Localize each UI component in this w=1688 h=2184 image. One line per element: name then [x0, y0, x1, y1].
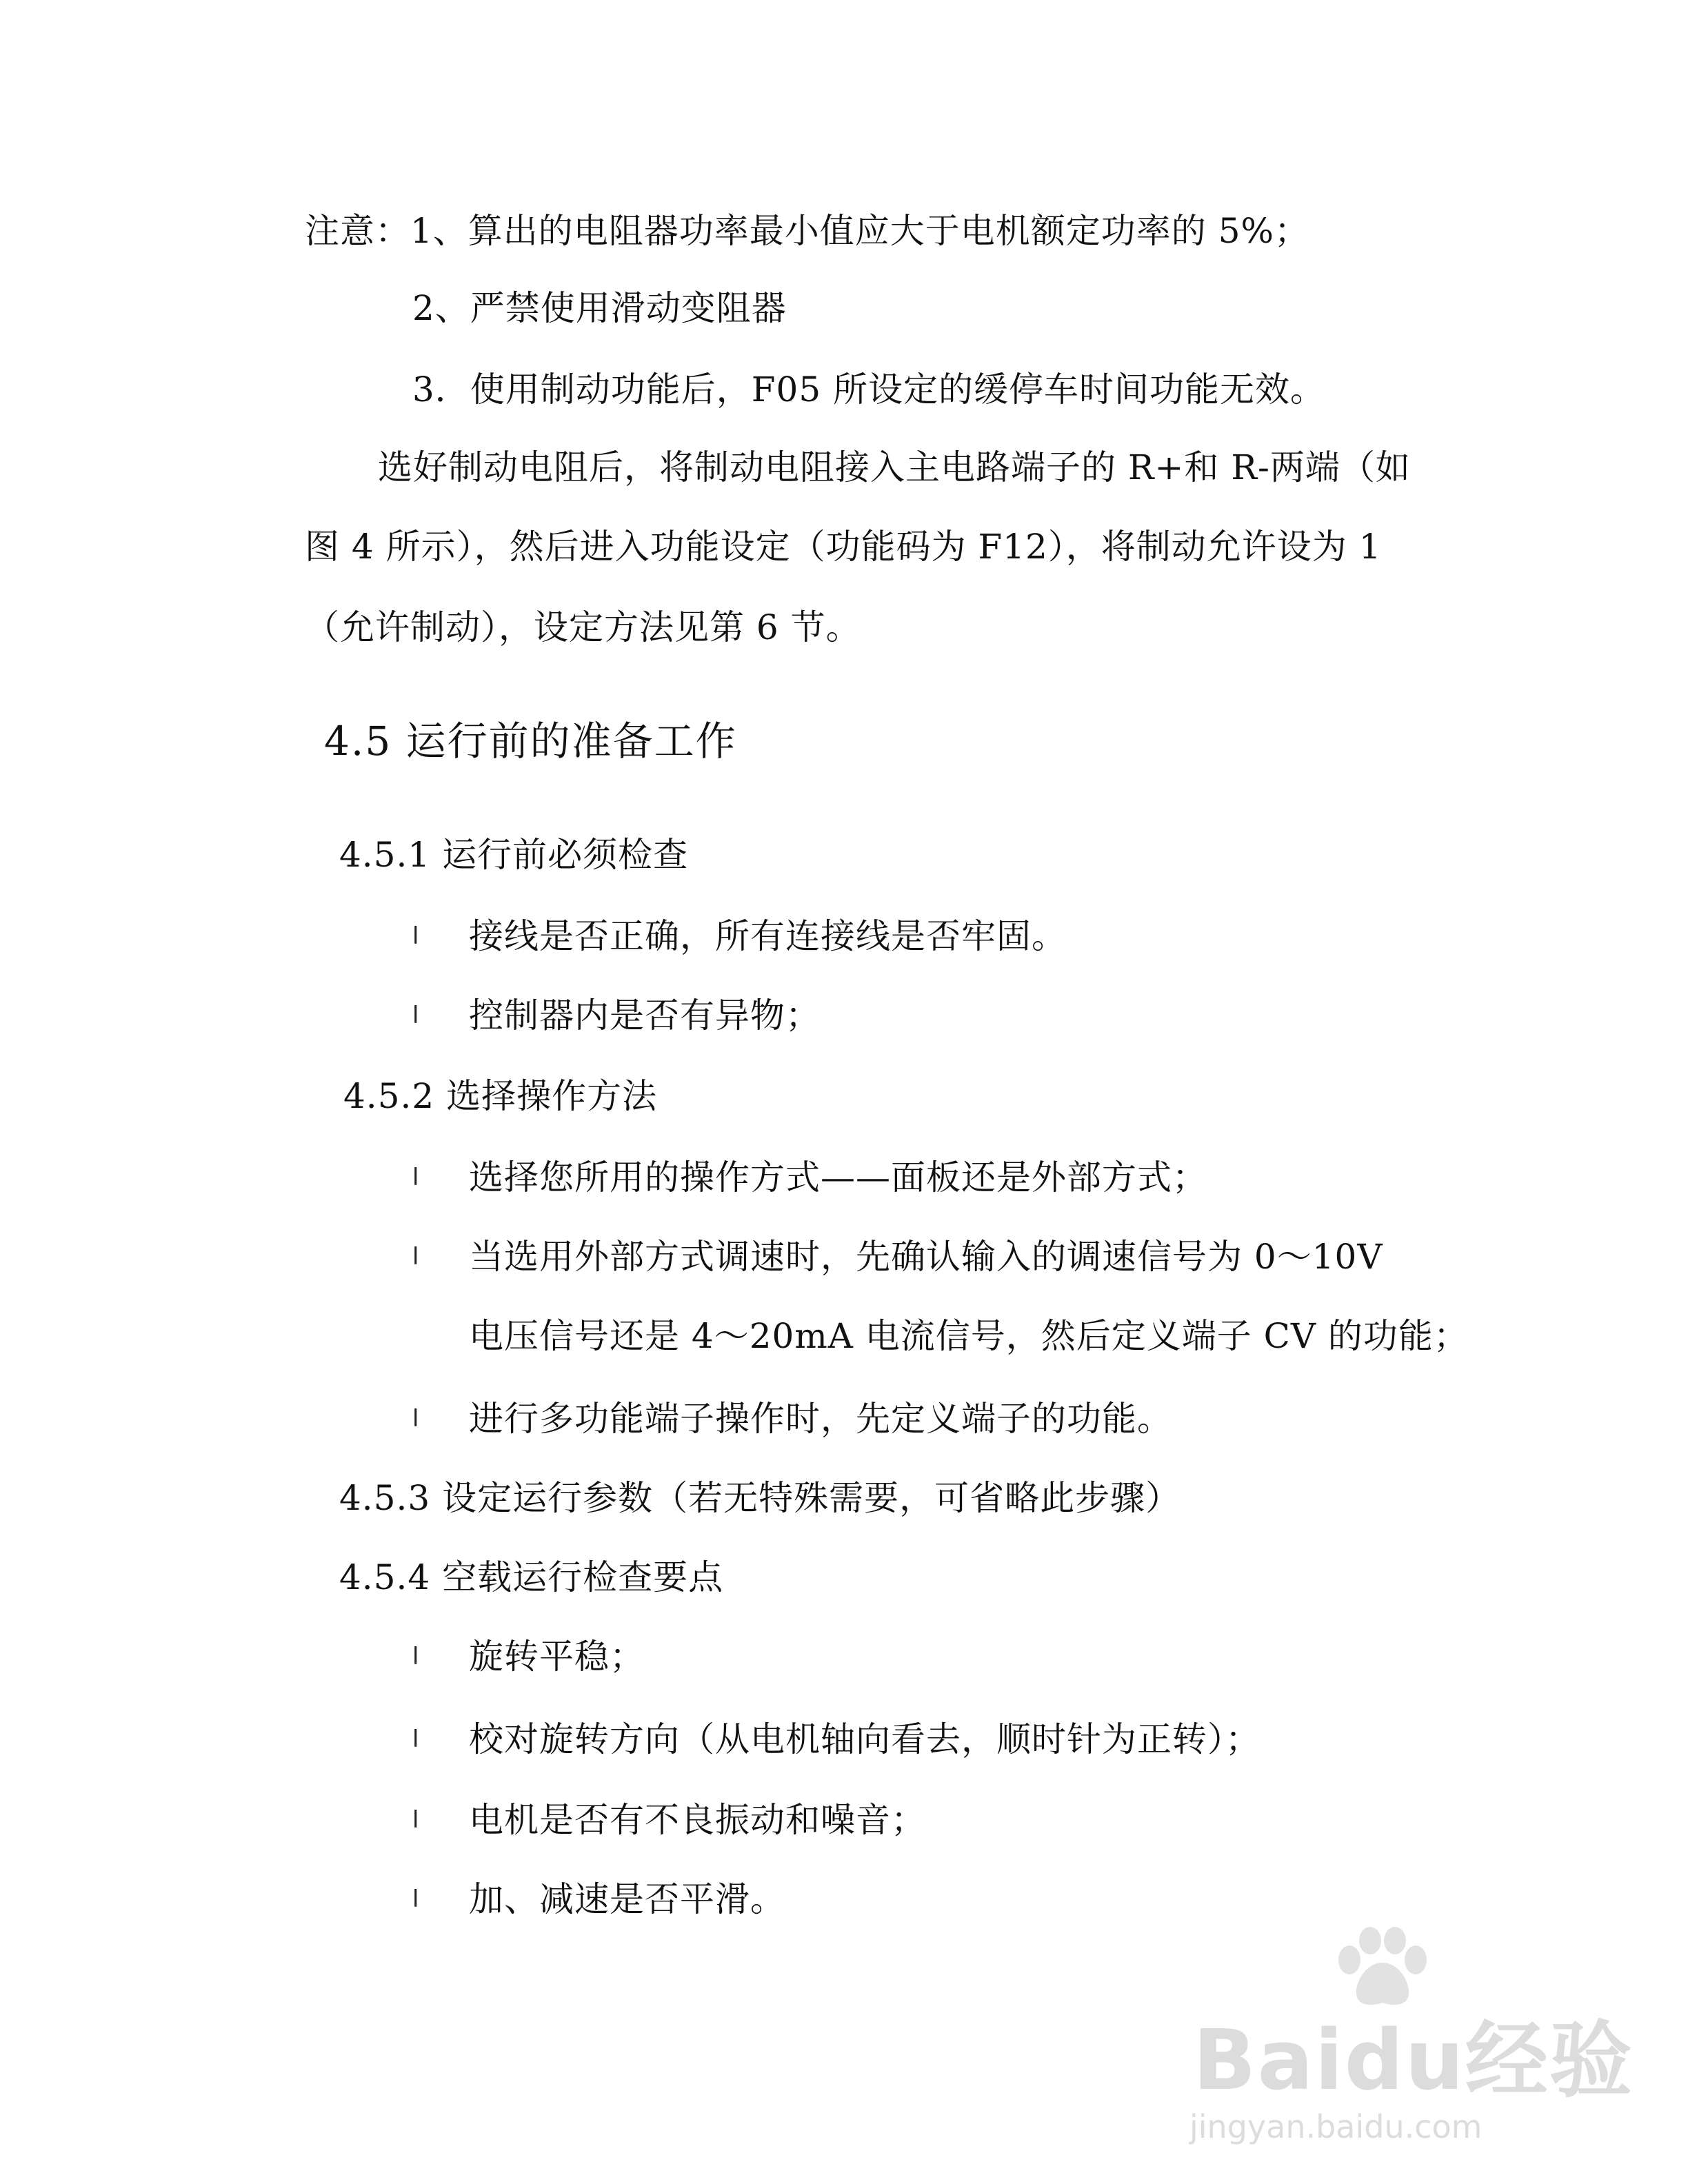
subsection-4-5-3-title: 4.5.3 设定运行参数（若无特殊需要，可省略此步骤）	[339, 1478, 1181, 1518]
list-item: 电机是否有不良振动和噪音；	[469, 1800, 926, 1840]
bullet-marker: l	[412, 1164, 419, 1191]
bullet-marker: l	[412, 1243, 419, 1271]
list-item: 校对旋转方向（从电机轴向看去，顺时针为正转）；	[469, 1719, 1260, 1759]
bullet-marker: l	[412, 1643, 419, 1670]
note-line-1: 注意：1、算出的电阻器功率最小值应大于电机额定功率的 5%；	[305, 211, 1310, 251]
subsection-4-5-2-title: 4.5.2 选择操作方法	[343, 1076, 658, 1116]
paragraph-line-3: （允许制动），设定方法见第 6 节。	[305, 607, 861, 647]
paragraph-line-2: 图 4 所示），然后进入功能设定（功能码为 F12），将制动允许设为 1	[305, 527, 1382, 567]
bullet-marker: l	[412, 1885, 419, 1913]
bullet-marker: l	[412, 1806, 419, 1834]
bullet-marker: l	[412, 1002, 419, 1029]
bullet-marker: l	[412, 922, 419, 950]
watermark-url: jingyan.baidu.com	[1189, 2108, 1483, 2145]
bullet-marker: l	[412, 1405, 419, 1433]
subsection-4-5-1-title: 4.5.1 运行前必须检查	[339, 835, 689, 875]
note-line-2: 2、严禁使用滑动变阻器	[412, 288, 787, 328]
section-heading: 4.5 运行前的准备工作	[324, 718, 737, 765]
list-item: 接线是否正确，所有连接线是否牢固。	[469, 916, 1067, 956]
list-item: 进行多功能端子操作时，先定义端子的功能。	[469, 1399, 1172, 1439]
list-item: 加、减速是否平滑。	[469, 1879, 785, 1919]
subsection-4-5-4-title: 4.5.4 空载运行检查要点	[339, 1557, 724, 1597]
paw-logo-icon	[1334, 1927, 1431, 2010]
list-item: 旋转平稳；	[469, 1637, 645, 1677]
list-item: 选择您所用的操作方式——面板还是外部方式；	[469, 1157, 1207, 1197]
list-item-continuation: 电压信号还是 4～20mA 电流信号，然后定义端子 CV 的功能；	[469, 1316, 1469, 1356]
paragraph-line-1: 选好制动电阻后，将制动电阻接入主电路端子的 R+和 R-两端（如	[378, 447, 1411, 487]
watermark-brand: Baidu经验	[1193, 2013, 1634, 2109]
bullet-marker: l	[412, 1726, 419, 1753]
list-item: 当选用外部方式调速时，先确认输入的调速信号为 0～10V	[469, 1237, 1383, 1277]
list-item: 控制器内是否有异物；	[469, 995, 821, 1035]
note-line-3: 3．使用制动功能后，F05 所设定的缓停车时间功能无效。	[412, 370, 1326, 410]
baidu-watermark	[1186, 1927, 1634, 2154]
